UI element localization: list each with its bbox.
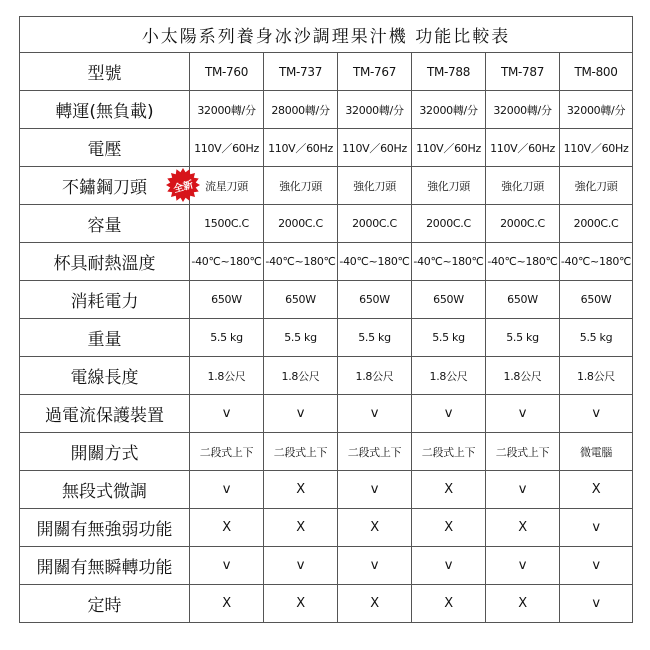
cell-rpm-3: 32000轉/分 [338,91,412,129]
cell-timer-4: X [412,585,486,623]
cell-stepless-adjust-4: X [412,471,486,509]
cell-switch-type-2: 二段式上下 [264,433,338,471]
table-row-cord-length [20,357,633,395]
cell-capacity-4: 2000C.C [412,205,486,243]
cell-cup-heat-resistance-1: -40℃~180℃ [190,243,264,281]
cell-overcurrent-protection-5: v [486,395,560,433]
table-row-model [20,53,633,91]
cell-cup-heat-resistance-3: -40℃~180℃ [338,243,412,281]
cell-weight-3: 5.5 kg [338,319,412,357]
cell-switch-type-5: 二段式上下 [486,433,560,471]
row-label-blade [20,167,195,205]
row-label-model: 型號 [20,53,190,91]
cell-model-3: TM-767 [338,53,412,91]
cell-rpm-1: 32000轉/分 [190,91,264,129]
cell-switch-type-6: 微電腦 [560,433,633,471]
cell-timer-3: X [338,585,412,623]
cell-weight-4: 5.5 kg [412,319,486,357]
cell-cup-heat-resistance-6: -40℃~180℃ [560,243,633,281]
cell-model-5: TM-787 [486,53,560,91]
cell-cord-length-5: 1.8公尺 [486,357,560,395]
cell-cord-length-2: 1.8公尺 [264,357,338,395]
cell-capacity-3: 2000C.C [338,205,412,243]
cell-voltage-3: 110V／60Hz [338,129,412,167]
row-label-timer: 定時 [20,585,190,623]
cell-model-2: TM-737 [264,53,338,91]
cell-power-consumption-3: 650W [338,281,412,319]
cell-timer-5: X [486,585,560,623]
cell-pulse-switch-1: v [190,547,264,585]
cell-pulse-switch-4: v [412,547,486,585]
cell-switch-type-3: 二段式上下 [338,433,412,471]
row-label-capacity: 容量 [20,205,190,243]
cell-voltage-6: 110V／60Hz [560,129,633,167]
cell-blade-6: 強化刀頭 [560,167,633,205]
cell-cup-heat-resistance-5: -40℃~180℃ [486,243,560,281]
cell-capacity-6: 2000C.C [560,205,633,243]
cell-blade-1: 流星刀頭 [190,167,264,205]
cell-rpm-5: 32000轉/分 [486,91,560,129]
cell-power-consumption-6: 650W [560,281,633,319]
row-label-cup-heat-resistance: 杯具耐熱溫度 [20,243,190,281]
cell-capacity-1: 1500C.C [190,205,264,243]
cell-voltage-2: 110V／60Hz [264,129,338,167]
cell-blade-5: 強化刀頭 [486,167,560,205]
cell-strength-switch-6: v [560,509,633,547]
table-row-overcurrent-protection [20,395,633,433]
row-label-weight: 重量 [20,319,190,357]
cell-weight-1: 5.5 kg [190,319,264,357]
cell-rpm-2: 28000轉/分 [264,91,338,129]
table-row-voltage [20,129,633,167]
table-row-timer [20,585,633,623]
cell-voltage-1: 110V／60Hz [190,129,264,167]
cell-timer-1: X [190,585,264,623]
cell-rpm-4: 32000轉/分 [412,91,486,129]
table-row-capacity [20,205,633,243]
row-label-text: 不鏽鋼刀頭 [62,178,147,198]
cell-voltage-5: 110V／60Hz [486,129,560,167]
cell-strength-switch-2: X [264,509,338,547]
cell-model-1: TM-760 [190,53,264,91]
cell-overcurrent-protection-4: v [412,395,486,433]
cell-pulse-switch-2: v [264,547,338,585]
cell-model-4: TM-788 [412,53,486,91]
cell-model-6: TM-800 [560,53,633,91]
table-title: 小太陽系列養身冰沙調理果汁機 功能比較表 [20,17,633,53]
cell-cup-heat-resistance-4: -40℃~180℃ [412,243,486,281]
cell-switch-type-1: 二段式上下 [190,433,264,471]
cell-weight-6: 5.5 kg [560,319,633,357]
cell-cord-length-1: 1.8公尺 [190,357,264,395]
cell-pulse-switch-5: v [486,547,560,585]
row-label-cord-length: 電線長度 [20,357,190,395]
comparison-table-frame [19,16,632,631]
cell-stepless-adjust-3: v [338,471,412,509]
cell-capacity-5: 2000C.C [486,205,560,243]
cell-power-consumption-2: 650W [264,281,338,319]
row-label-wrapper [20,173,195,198]
cell-stepless-adjust-2: X [264,471,338,509]
row-label-pulse-switch: 開關有無瞬轉功能 [20,547,190,585]
cell-cord-length-4: 1.8公尺 [412,357,486,395]
table-row-rpm [20,91,633,129]
cell-cord-length-3: 1.8公尺 [338,357,412,395]
row-label-rpm: 轉運(無負載) [20,91,190,129]
row-label-strength-switch: 開關有無強弱功能 [20,509,190,547]
table-row-blade [20,167,633,205]
cell-blade-3: 強化刀頭 [338,167,412,205]
table-row-stepless-adjust [20,471,633,509]
cell-timer-2: X [264,585,338,623]
table-row-power-consumption [20,281,633,319]
cell-strength-switch-3: X [338,509,412,547]
cell-capacity-2: 2000C.C [264,205,338,243]
cell-rpm-6: 32000轉/分 [560,91,633,129]
cell-stepless-adjust-1: v [190,471,264,509]
cell-cord-length-6: 1.8公尺 [560,357,633,395]
new-badge [166,168,200,202]
cell-power-consumption-4: 650W [412,281,486,319]
cell-weight-2: 5.5 kg [264,319,338,357]
row-label-voltage: 電壓 [20,129,190,167]
cell-power-consumption-5: 650W [486,281,560,319]
row-label-switch-type: 開關方式 [20,433,190,471]
cell-cup-heat-resistance-2: -40℃~180℃ [264,243,338,281]
cell-pulse-switch-6: v [560,547,633,585]
comparison-table [19,16,633,623]
cell-overcurrent-protection-3: v [338,395,412,433]
cell-stepless-adjust-5: v [486,471,560,509]
cell-voltage-4: 110V／60Hz [412,129,486,167]
table-row-switch-type [20,433,633,471]
cell-strength-switch-5: X [486,509,560,547]
table-row-pulse-switch [20,547,633,585]
cell-overcurrent-protection-6: v [560,395,633,433]
table-row-cup-heat-resistance [20,243,633,281]
cell-timer-6: v [560,585,633,623]
cell-strength-switch-1: X [190,509,264,547]
cell-overcurrent-protection-2: v [264,395,338,433]
cell-stepless-adjust-6: X [560,471,633,509]
cell-weight-5: 5.5 kg [486,319,560,357]
cell-blade-2: 強化刀頭 [264,167,338,205]
cell-blade-4: 強化刀頭 [412,167,486,205]
new-badge-text: 全新 [172,179,195,195]
cell-pulse-switch-3: v [338,547,412,585]
cell-switch-type-4: 二段式上下 [412,433,486,471]
table-row-weight [20,319,633,357]
cell-overcurrent-protection-1: v [190,395,264,433]
cell-strength-switch-4: X [412,509,486,547]
table-row-strength-switch [20,509,633,547]
cell-power-consumption-1: 650W [190,281,264,319]
row-label-overcurrent-protection: 過電流保護裝置 [20,395,190,433]
row-label-stepless-adjust: 無段式微調 [20,471,190,509]
row-label-power-consumption: 消耗電力 [20,281,190,319]
